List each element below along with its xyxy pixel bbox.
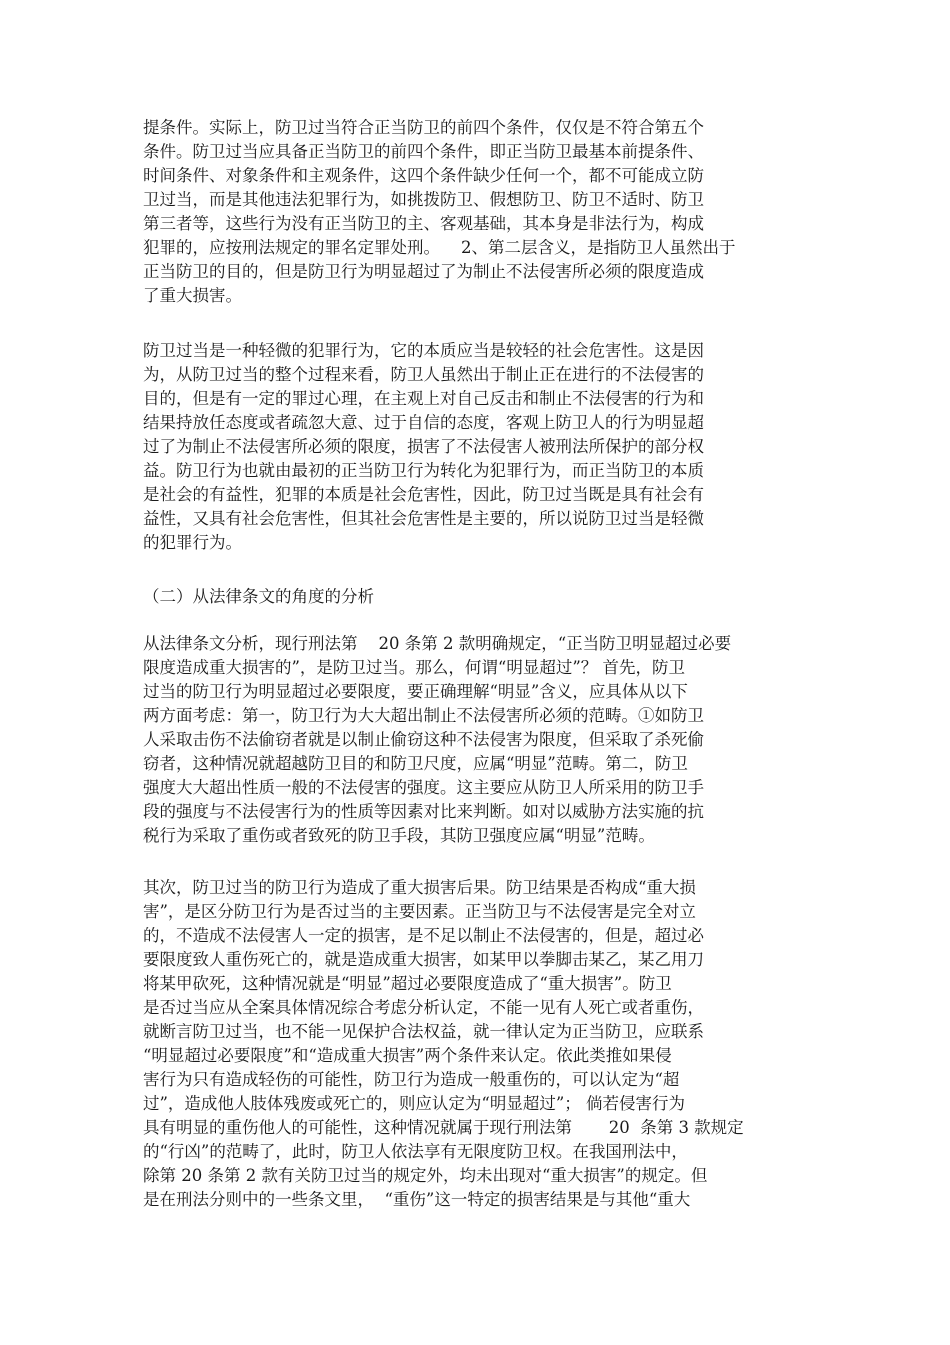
paragraph-3 — [143, 632, 731, 848]
section-heading — [143, 585, 374, 609]
text-line: 段的强度与不法侵害行为的性质等因素对比来判断。如对以威胁方法实施的抗 — [143, 802, 704, 821]
text-line: 要限度致人重伤死亡的，就是造成重大损害，如某甲以拳脚击某乙，某乙用刀 — [143, 950, 704, 969]
text-line: 的“行凶”的范畴了，此时，防卫人依法享有无限度防卫权。在我国刑法中， — [143, 1142, 688, 1161]
text-line: 正当防卫的目的，但是防卫行为明显超过了为制止不法侵害所必须的限度造成 — [143, 262, 704, 281]
text-line: 了重大损害。 — [143, 286, 242, 305]
text-line: 提条件。实际上，防卫过当符合正当防卫的前四个条件，仅仅是不符合第五个 — [143, 118, 704, 137]
text-line: 第三者等，这些行为没有正当防卫的主、客观基础，其本身是非法行为，构成 — [143, 214, 704, 233]
text-line: 目的，但是有一定的罪过心理，在主观上对自己反击和制止不法侵害的行为和 — [143, 389, 704, 408]
text-line: 是社会的有益性，犯罪的本质是社会危害性，因此，防卫过当既是具有社会有 — [143, 485, 704, 504]
text-line: 将某甲砍死，这种情况就是“明显”超过必要限度造成了“重大损害”。防卫 — [143, 974, 672, 993]
text-line: 为，从防卫过当的整个过程来看，防卫人虽然出于制止正在进行的不法侵害的 — [143, 365, 704, 384]
text-line: 的犯罪行为。 — [143, 533, 242, 552]
text-line: 是在刑法分则中的一些条文里， “重伤”这一特定的损害结果是与其他“重大 — [143, 1190, 691, 1209]
text-line: 就断言防卫过当，也不能一见保护合法权益，就一律认定为正当防卫，应联系 — [143, 1022, 704, 1041]
heading-line: （二）从法律条文的角度的分析 — [143, 587, 374, 606]
text-line: 过了为制止不法侵害所必须的限度，损害了不法侵害人被刑法所保护的部分权 — [143, 437, 704, 456]
text-line: 结果持放任态度或者疏忽大意、过于自信的态度，客观上防卫人的行为明显超 — [143, 413, 704, 432]
text-line: 时间条件、对象条件和主观条件，这四个条件缺少任何一个，都不可能成立防 — [143, 166, 704, 185]
text-line: 犯罪的，应按刑法规定的罪名定罪处刑。 2、第二层含义，是指防卫人虽然出于 — [143, 238, 736, 257]
text-line: 益性，又具有社会危害性，但其社会危害性是主要的，所以说防卫过当是轻微 — [143, 509, 704, 528]
text-line: 从法律条文分析，现行刑法第 20 条第 2 款明确规定，“正当防卫明显超过必要 — [143, 634, 732, 653]
text-line: 其次，防卫过当的防卫行为造成了重大损害后果。防卫结果是否构成“重大损 — [143, 878, 696, 897]
text-line: 税行为采取了重伤或者致死的防卫手段，其防卫强度应属“明显”范畴。 — [143, 826, 655, 845]
text-line: 害”，是区分防卫行为是否过当的主要因素。正当防卫与不法侵害是完全对立 — [143, 902, 696, 921]
text-line: 过”，造成他人肢体残废或死亡的，则应认定为“明显超过”； 倘若侵害行为 — [143, 1094, 686, 1113]
text-line: 具有明显的重伤他人的可能性，这种情况就属于现行刑法第 20 条第 3 款规定 — [143, 1118, 744, 1137]
text-line: 人采取击伤不法偷窃者就是以制止偷窃这种不法侵害为限度，但采取了杀死偷 — [143, 730, 704, 749]
text-line: 的，不造成不法侵害人一定的损害，是不足以制止不法侵害的，但是，超过必 — [143, 926, 704, 945]
text-line: 条件。防卫过当应具备正当防卫的前四个条件，即正当防卫最基本前提条件、 — [143, 142, 704, 161]
text-line: 强度大大超出性质一般的不法侵害的强度。这主要应从防卫人所采用的防卫手 — [143, 778, 704, 797]
text-line: 除第 20 条第 2 款有关防卫过当的规定外，均未出现对“重大损害”的规定。但 — [143, 1166, 708, 1185]
text-line: 过当的防卫行为明显超过必要限度，要正确理解“明显”含义，应具体从以下 — [143, 682, 688, 701]
text-line: 两方面考虑：第一，防卫行为大大超出制止不法侵害所必须的范畴。①如防卫 — [143, 706, 704, 725]
text-line: 防卫过当是一种轻微的犯罪行为，它的本质应当是较轻的社会危害性。这是因 — [143, 341, 704, 360]
text-line: 卫过当，而是其他违法犯罪行为，如挑拨防卫、假想防卫、防卫不适时、防卫 — [143, 190, 704, 209]
paragraph-1 — [143, 116, 735, 308]
text-line: 益。防卫行为也就由最初的正当防卫行为转化为犯罪行为，而正当防卫的本质 — [143, 461, 704, 480]
text-line: 害行为只有造成轻伤的可能性，防卫行为造成一般重伤的，可以认定为“超 — [143, 1070, 680, 1089]
paragraph-4 — [143, 876, 744, 1212]
text-line: 窃者，这种情况就超越防卫目的和防卫尺度，应属“明显”范畴。第二，防卫 — [143, 754, 688, 773]
paragraph-2 — [143, 339, 704, 555]
text-line: 是否过当应从全案具体情况综合考虑分析认定，不能一见有人死亡或者重伤， — [143, 998, 704, 1017]
text-line: 限度造成重大损害的”，是防卫过当。那么，何谓“明显超过”？ 首先，防卫 — [143, 658, 686, 677]
text-line: “明显超过必要限度”和“造成重大损害”两个条件来认定。依此类推如果侵 — [143, 1046, 672, 1065]
